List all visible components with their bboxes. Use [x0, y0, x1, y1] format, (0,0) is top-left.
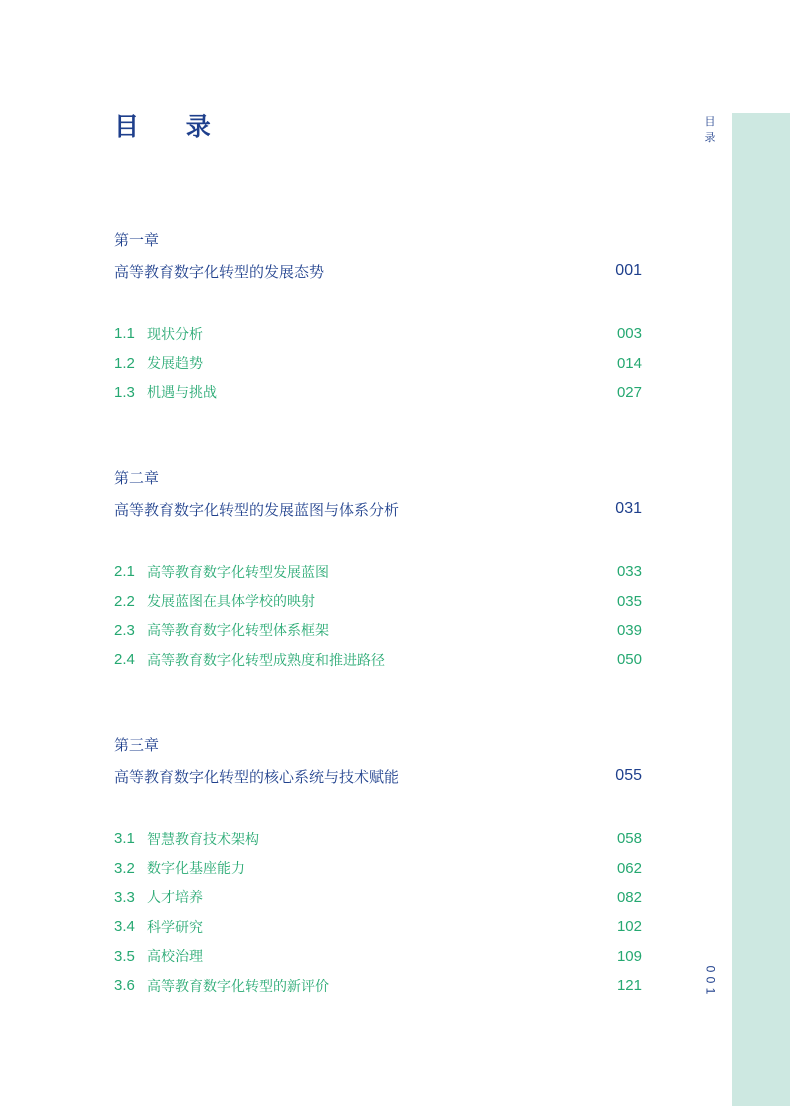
- section-page: 109: [616, 947, 642, 965]
- section-title: 发展趋势: [147, 356, 203, 373]
- section-number: 2.3: [114, 621, 135, 639]
- section-page: 035: [616, 592, 642, 610]
- toc-entry[interactable]: [114, 378, 642, 407]
- section-page: 102: [616, 918, 642, 936]
- chapter-1: [114, 230, 642, 407]
- section-title: 现状分析: [147, 326, 203, 343]
- toc-entry[interactable]: [114, 883, 642, 912]
- section-title: 科学研究: [147, 919, 203, 936]
- toc-entry[interactable]: [114, 645, 642, 674]
- section-title: 高校治理: [147, 949, 203, 966]
- section-page: 082: [616, 888, 642, 906]
- page-number: 0 0 1: [703, 965, 718, 996]
- section-page: 039: [616, 621, 642, 639]
- chapter-page: 031: [615, 500, 642, 517]
- page-title: 目 录: [114, 112, 230, 141]
- toc-entry[interactable]: [114, 971, 642, 1000]
- section-number: 1.1: [114, 325, 135, 343]
- section-page: 003: [616, 325, 642, 343]
- section-number: 3.5: [114, 947, 135, 965]
- section-number: 3.6: [114, 977, 135, 995]
- chapter-page: 001: [615, 262, 642, 279]
- section-title: 智慧教育技术架构: [147, 831, 259, 848]
- chapter-page: 055: [615, 767, 642, 784]
- section-title: 高等教育数字化转型成熟度和推进路径: [147, 652, 385, 669]
- section-number: 3.1: [114, 830, 135, 848]
- toc-entry[interactable]: [114, 348, 642, 377]
- section-page: 058: [616, 830, 642, 848]
- section-number: 3.2: [114, 859, 135, 877]
- section-title: 高等教育数字化转型发展蓝图: [147, 564, 329, 581]
- section-title: 高等教育数字化转型的新评价: [147, 978, 329, 995]
- chapter-title: 高等教育数字化转型的核心系统与技术赋能: [114, 767, 400, 786]
- chapter-entry[interactable]: [114, 497, 642, 521]
- section-number: 2.1: [114, 563, 135, 581]
- toc-entry[interactable]: [114, 616, 642, 645]
- chapter-title: 高等教育数字化转型的发展态势: [114, 262, 325, 281]
- toc-entry[interactable]: [114, 824, 642, 853]
- toc-entry[interactable]: [114, 942, 642, 971]
- section-page: 014: [616, 354, 642, 372]
- section-title: 高等教育数字化转型体系框架: [147, 623, 329, 640]
- section-number: 2.2: [114, 592, 135, 610]
- section-number: 3.4: [114, 918, 135, 936]
- chapter-entry[interactable]: [114, 764, 642, 788]
- toc-entry[interactable]: [114, 557, 642, 586]
- section-page: 062: [616, 859, 642, 877]
- toc-entry[interactable]: [114, 912, 642, 941]
- section-page: 121: [616, 977, 642, 995]
- section-page: 027: [616, 383, 642, 401]
- side-section-label: 目 录: [704, 115, 716, 144]
- section-page: 033: [616, 563, 642, 581]
- section-number: 2.4: [114, 651, 135, 669]
- section-title: 机遇与挑战: [147, 385, 217, 402]
- section-number: 1.3: [114, 383, 135, 401]
- chapter-3: [114, 735, 642, 1000]
- section-title: 数字化基座能力: [147, 861, 245, 878]
- chapter-label: 第一章: [114, 231, 160, 249]
- chapter-label: 第二章: [114, 469, 160, 487]
- toc-entry[interactable]: [114, 586, 642, 615]
- section-page: 050: [616, 651, 642, 669]
- chapter-entry[interactable]: [114, 259, 642, 283]
- section-title: 人才培养: [147, 890, 203, 907]
- section-title: 发展蓝图在具体学校的映射: [147, 594, 315, 611]
- chapter-title: 高等教育数字化转型的发展蓝图与体系分析: [114, 500, 400, 519]
- toc-entry[interactable]: [114, 853, 642, 882]
- section-number: 3.3: [114, 888, 135, 906]
- sidebar-band: [732, 113, 790, 1106]
- section-number: 1.2: [114, 354, 135, 372]
- toc-entry[interactable]: [114, 319, 642, 348]
- chapter-2: [114, 468, 642, 675]
- chapter-label: 第三章: [114, 736, 160, 754]
